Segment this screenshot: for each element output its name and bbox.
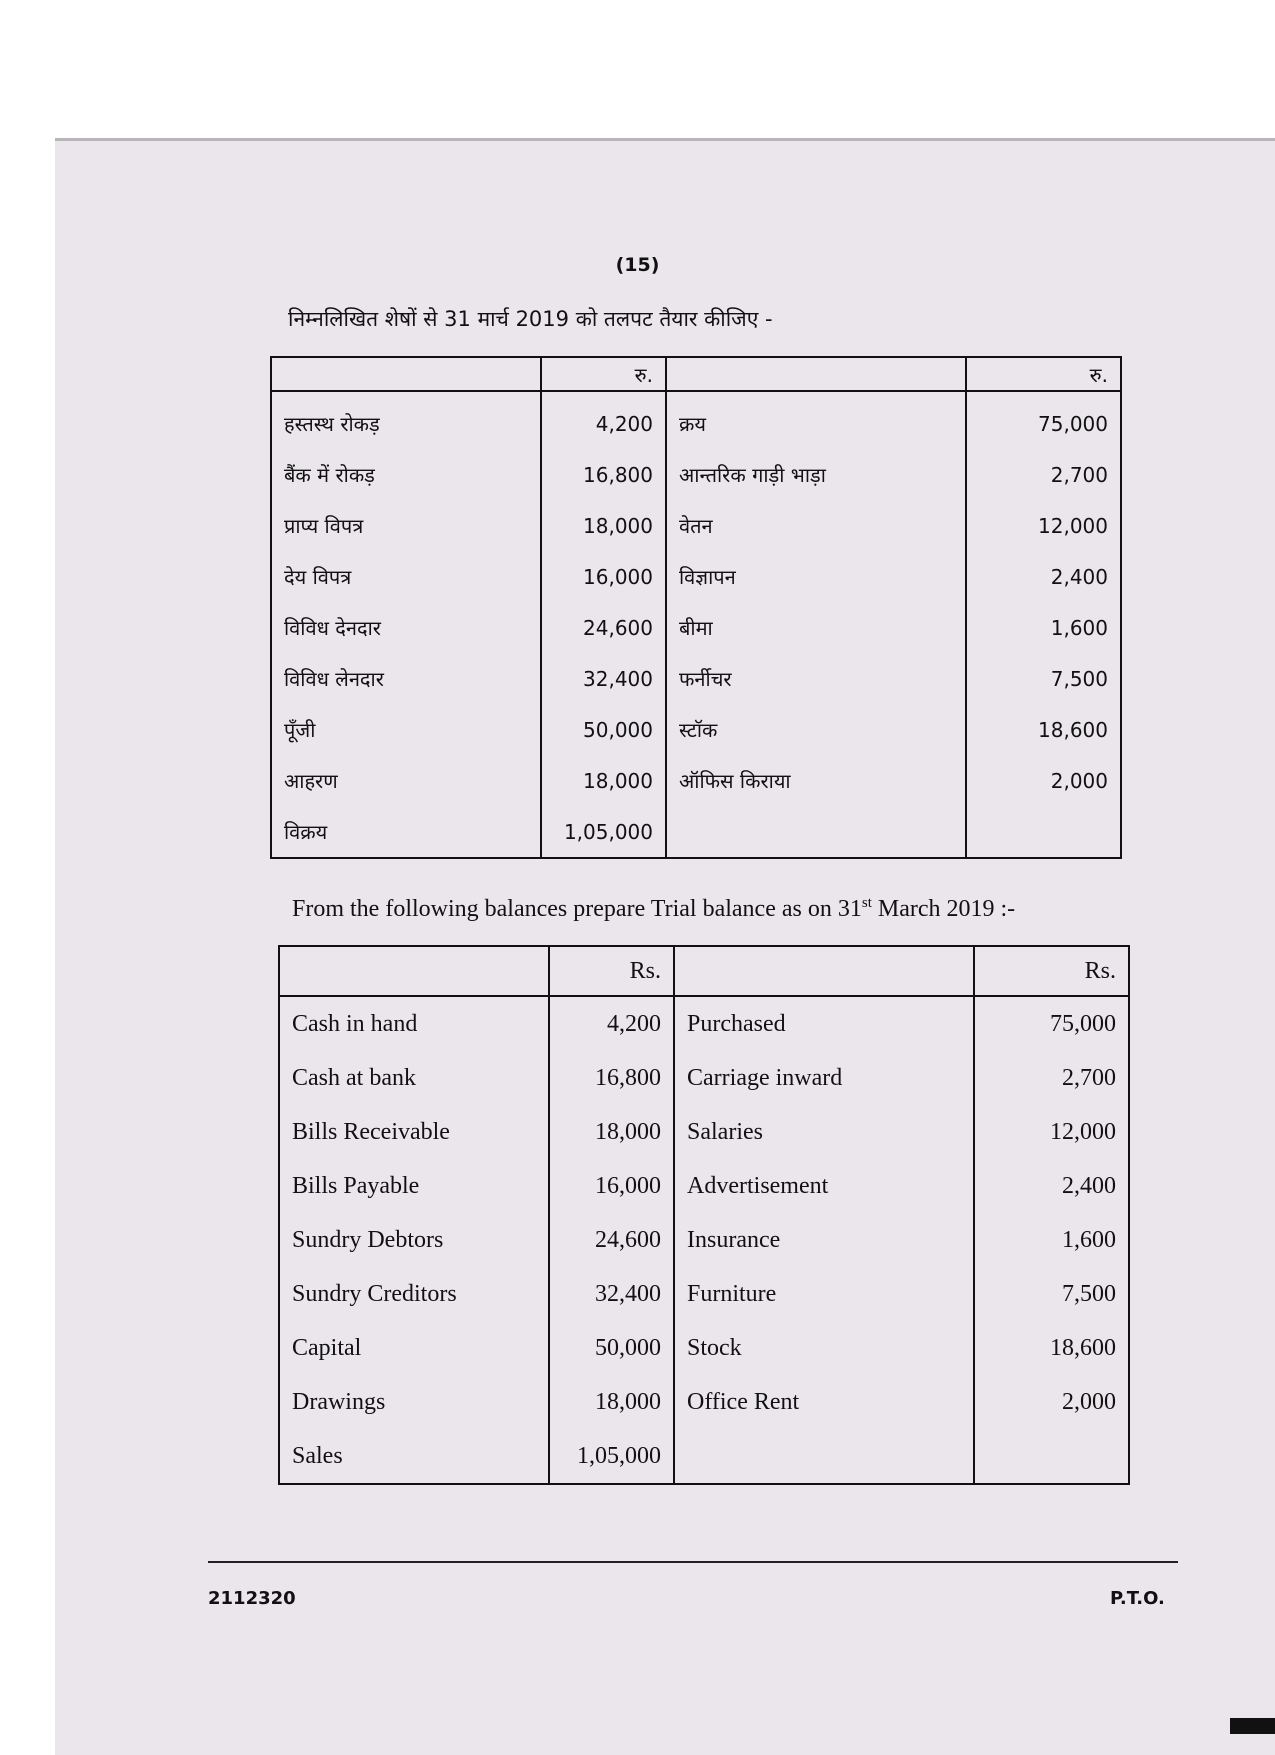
footer-divider xyxy=(208,1561,1178,1563)
right-label: Salaries xyxy=(674,1105,974,1159)
left-label: Bills Receivable xyxy=(279,1105,549,1159)
table-row xyxy=(271,653,1121,704)
header-blank xyxy=(674,946,974,996)
left-amount: 16,800 xyxy=(541,449,666,500)
header-blank xyxy=(279,946,549,996)
english-trial-balance-table xyxy=(278,945,1130,1485)
scan-edge-mark xyxy=(1230,1718,1275,1734)
left-amount: 4,200 xyxy=(549,996,674,1051)
table-row xyxy=(279,1051,1129,1105)
left-amount: 24,600 xyxy=(549,1213,674,1267)
left-amount: 4,200 xyxy=(541,391,666,449)
left-label: Sundry Debtors xyxy=(279,1213,549,1267)
table-row xyxy=(279,1213,1129,1267)
left-label: आहरण xyxy=(271,755,541,806)
left-label: विविध लेनदार xyxy=(271,653,541,704)
right-label: आन्तरिक गाड़ी भाड़ा xyxy=(666,449,966,500)
currency-left: Rs. xyxy=(549,946,674,996)
left-amount: 1,05,000 xyxy=(549,1429,674,1484)
left-amount: 18,000 xyxy=(541,500,666,551)
right-label: Purchased xyxy=(674,996,974,1051)
right-amount xyxy=(966,806,1121,858)
right-amount: 2,700 xyxy=(966,449,1121,500)
table-row xyxy=(279,996,1129,1051)
left-label: Capital xyxy=(279,1321,549,1375)
header-blank xyxy=(666,357,966,391)
table-row xyxy=(279,1429,1129,1484)
right-label: फर्नीचर xyxy=(666,653,966,704)
table-row xyxy=(279,1375,1129,1429)
left-label: Drawings xyxy=(279,1375,549,1429)
right-label: Stock xyxy=(674,1321,974,1375)
left-amount: 50,000 xyxy=(541,704,666,755)
table-row xyxy=(279,1321,1129,1375)
table-row xyxy=(279,1159,1129,1213)
left-label: विक्रय xyxy=(271,806,541,858)
table-row xyxy=(271,391,1121,449)
hindi-trial-balance-table xyxy=(270,356,1122,859)
right-label xyxy=(674,1429,974,1484)
hindi-question: निम्नलिखित शेषों से 31 मार्च 2019 को तलपट तैयार कीजिए - xyxy=(288,307,773,331)
left-label: विविध देनदार xyxy=(271,602,541,653)
table-row xyxy=(271,602,1121,653)
right-amount: 7,500 xyxy=(974,1267,1129,1321)
left-label: देय विपत्र xyxy=(271,551,541,602)
left-amount: 16,000 xyxy=(549,1159,674,1213)
english-question-text: From the following balances prepare Trial balance as on 31 xyxy=(292,896,862,922)
table-row xyxy=(271,500,1121,551)
table-row xyxy=(271,551,1121,602)
right-amount: 1,600 xyxy=(974,1213,1129,1267)
left-amount: 50,000 xyxy=(549,1321,674,1375)
right-amount: 2,000 xyxy=(974,1375,1129,1429)
left-amount: 18,000 xyxy=(549,1375,674,1429)
left-amount: 16,800 xyxy=(549,1051,674,1105)
right-amount: 75,000 xyxy=(974,996,1129,1051)
right-label: ऑफिस किराया xyxy=(666,755,966,806)
right-label: Furniture xyxy=(674,1267,974,1321)
right-amount: 2,700 xyxy=(974,1051,1129,1105)
table-row xyxy=(271,704,1121,755)
left-amount: 16,000 xyxy=(541,551,666,602)
right-amount: 7,500 xyxy=(966,653,1121,704)
right-label: Advertisement xyxy=(674,1159,974,1213)
right-amount: 12,000 xyxy=(974,1105,1129,1159)
ordinal-suffix: st xyxy=(861,895,872,911)
right-label xyxy=(666,806,966,858)
left-label: प्राप्य विपत्र xyxy=(271,500,541,551)
table-row xyxy=(271,806,1121,858)
left-label: Cash at bank xyxy=(279,1051,549,1105)
page-edge-divider xyxy=(55,138,1275,141)
left-amount: 32,400 xyxy=(549,1267,674,1321)
right-label: विज्ञापन xyxy=(666,551,966,602)
currency-left: रु. xyxy=(541,357,666,391)
right-label: Office Rent xyxy=(674,1375,974,1429)
table-header-row xyxy=(271,357,1121,391)
right-label: वेतन xyxy=(666,500,966,551)
table-row xyxy=(279,1267,1129,1321)
right-label: बीमा xyxy=(666,602,966,653)
left-label: Sales xyxy=(279,1429,549,1484)
right-amount: 2,000 xyxy=(966,755,1121,806)
right-label: क्रय xyxy=(666,391,966,449)
right-amount: 1,600 xyxy=(966,602,1121,653)
left-label: हस्तस्थ रोकड़ xyxy=(271,391,541,449)
header-blank xyxy=(271,357,541,391)
left-label: पूँजी xyxy=(271,704,541,755)
paper-code: 2112320 xyxy=(208,1588,296,1609)
left-amount: 1,05,000 xyxy=(541,806,666,858)
currency-right: Rs. xyxy=(974,946,1129,996)
left-label: Cash in hand xyxy=(279,996,549,1051)
page-number: (15) xyxy=(615,254,660,276)
pto-label: P.T.O. xyxy=(1110,1588,1165,1609)
right-label: स्टॉक xyxy=(666,704,966,755)
right-amount: 75,000 xyxy=(966,391,1121,449)
right-amount: 2,400 xyxy=(966,551,1121,602)
right-label: Insurance xyxy=(674,1213,974,1267)
left-amount: 18,000 xyxy=(549,1105,674,1159)
right-label: Carriage inward xyxy=(674,1051,974,1105)
left-label: Sundry Creditors xyxy=(279,1267,549,1321)
right-amount xyxy=(974,1429,1129,1484)
table-row xyxy=(271,755,1121,806)
left-label: Bills Payable xyxy=(279,1159,549,1213)
left-label: बैंक में रोकड़ xyxy=(271,449,541,500)
left-amount: 24,600 xyxy=(541,602,666,653)
right-amount: 2,400 xyxy=(974,1159,1129,1213)
left-amount: 32,400 xyxy=(541,653,666,704)
table-row xyxy=(271,449,1121,500)
right-amount: 12,000 xyxy=(966,500,1121,551)
english-question xyxy=(292,895,1015,923)
currency-right: रु. xyxy=(966,357,1121,391)
right-amount: 18,600 xyxy=(966,704,1121,755)
left-amount: 18,000 xyxy=(541,755,666,806)
table-row xyxy=(279,1105,1129,1159)
english-question-date: March 2019 :- xyxy=(871,896,1016,922)
table-header-row xyxy=(279,946,1129,996)
right-amount: 18,600 xyxy=(974,1321,1129,1375)
